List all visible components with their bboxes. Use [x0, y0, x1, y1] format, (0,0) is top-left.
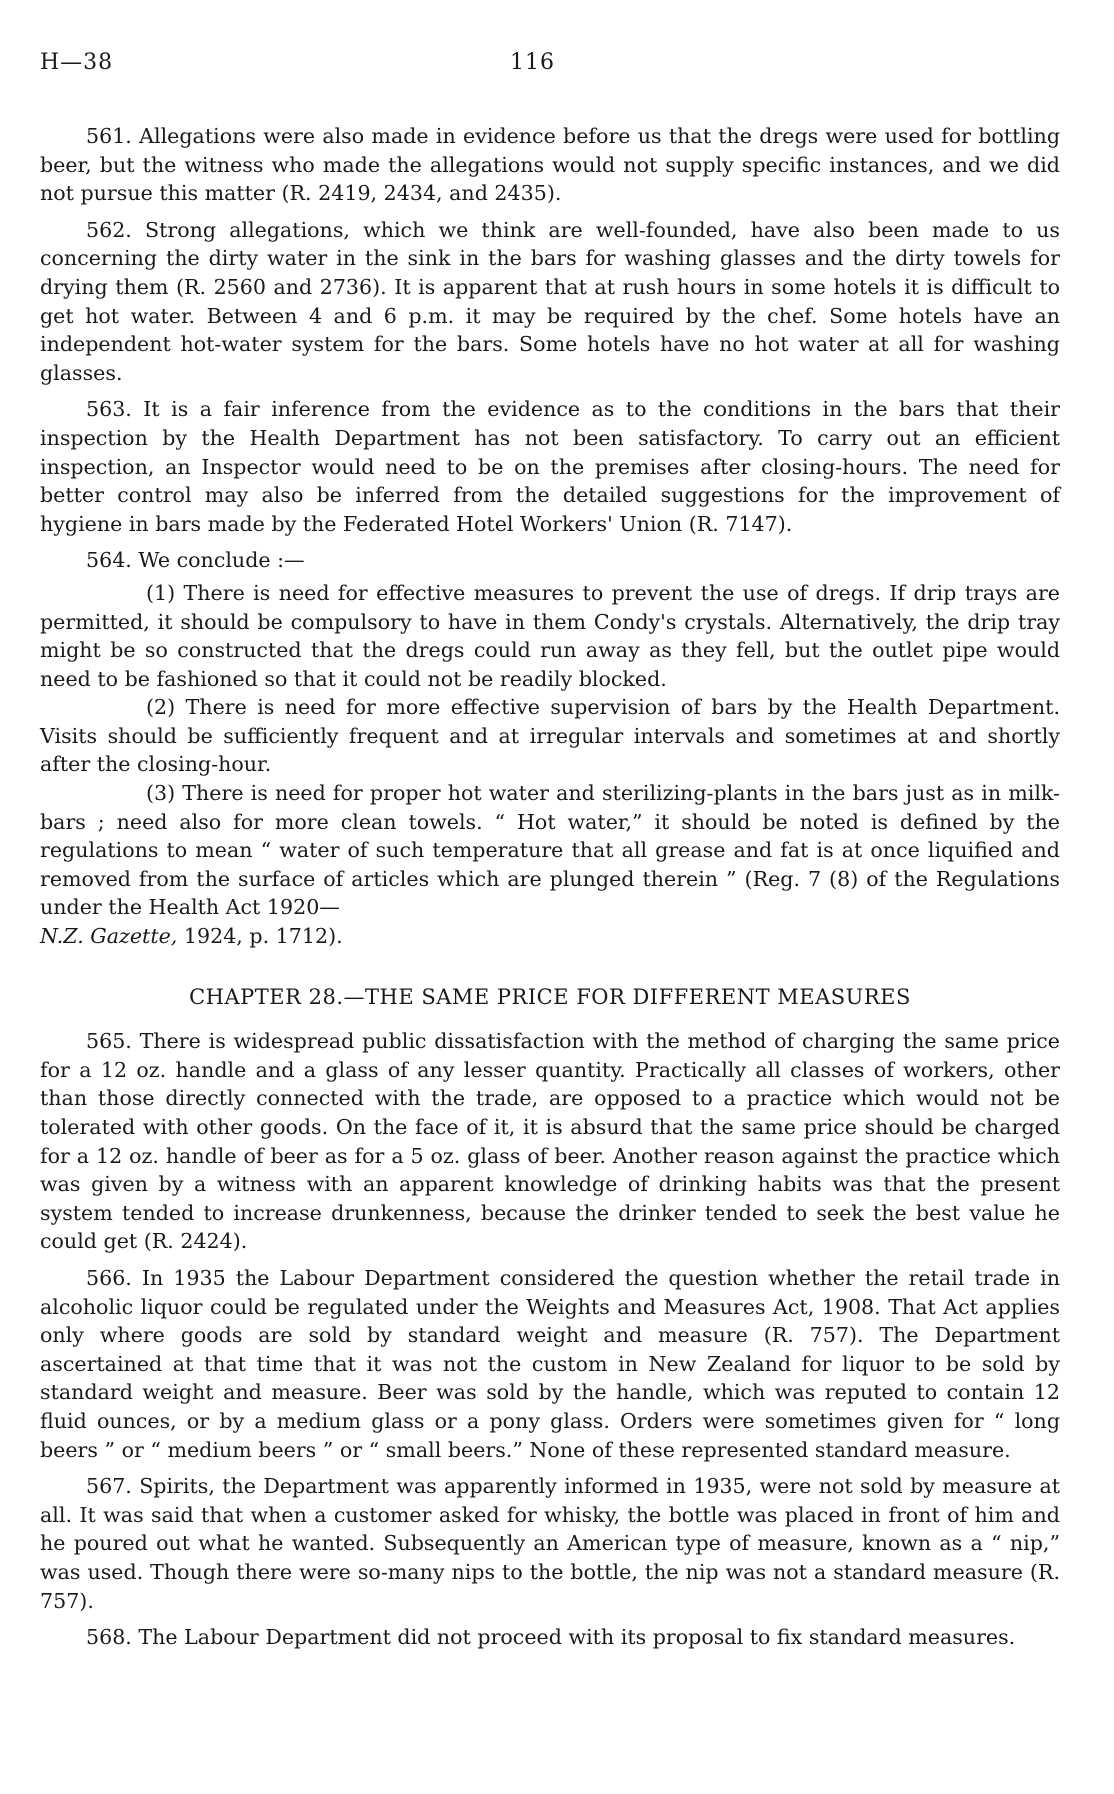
- conclusion-item-3: [40, 779, 1060, 951]
- chapter-heading: CHAPTER 28.—THE SAME PRICE FOR DIFFERENT MEASURES: [189, 984, 911, 1009]
- body-text: [40, 122, 1060, 1652]
- paragraph-566: 566. In 1935 the Labour Department considered the question whether the retail trade in alcoholic liquor could be regulated under the Weights and Measures Act, 1908. That Act applies only where goods are sold by standard weight and measure (R. 757). The Department ascertained at that time that it was not the custom in New Zealand for liquor to be sold by standard weight and measure. Beer was sold by the handle, which was reputed to contain 12 fluid ounces, or by a medium glass or a pony glass. Orders were sometimes given for “ long beers ” or “ medium beers ” or “ small beers.” None of these represented standard measure.: [40, 1265, 1060, 1462]
- paragraph-564: 564. We conclude :—: [86, 548, 305, 573]
- paragraph-563: 563. It is a fair inference from the evidence as to the conditions in the bars that their inspection by the Health Department has not been satisfactory. To carry out an efficient inspection, an Inspector would need to be on the premises after closing-hours. The need for better control may also be inferred from the detailed suggestions for the improvement of hygiene in bars made by the Federated Hotel Workers' Union (R. 7147).: [40, 397, 1060, 536]
- conclusion-item-3-text: (3) There is need for proper hot water and sterilizing-plants in the bars just as in milk-bars ; need also for more clean towels. “ Hot water,” it should be noted is defined by the regulations to mean “ water of such temperature that all grease and fat is at once liquified and removed from the surface of articles which are plunged therein ” (Reg. 7 (8) of the Regulations under the Health Act 1920—: [40, 781, 1060, 920]
- paragraph-562: 562. Strong allegations, which we think are well-founded, have also been made to us concerning the dirty water in the sink in the bars for washing glasses and the dirty towels for drying them (R. 2560 and 2736). It is apparent that at rush hours in some hotels it is difficult to get hot water. Between 4 and 6 p.m. it may be required by the chef. Some hotels have an independent hot-water system for the bars. Some hotels have no hot water at all for washing glasses.: [40, 217, 1060, 385]
- paragraph-565: 565. There is widespread public dissatisfaction with the method of charging the same price for a 12 oz. handle and a glass of any lesser quantity. Practically all classes of workers, other than those directly connected with the trade, are opposed to a practice which would not be tolerated with other goods. On the face of it, it is absurd that the same price should be charged for a 12 oz. handle of beer as for a 5 oz. glass of beer. Another reason against the practice which was given by a witness with an apparent knowledge of drinking habits was that the present system tended to increase drunkenness, because the drinker tended to seek the best value he could get (R. 2424).: [40, 1029, 1060, 1254]
- paragraph-567: 567. Spirits, the Department was apparently informed in 1935, were not sold by measure at all. It was said that when a customer asked for whisky, the bottle was placed in front of him and he poured out what he wanted. Subsequently an American type of measure, known as a “ nip,” was used. Though there were so-many nips to the bottle, the nip was not a standard measure (R. 757).: [40, 1474, 1060, 1613]
- gazette-citation: N.Z. Gazette,: [40, 924, 178, 949]
- paragraph-561: 561. Allegations were also made in evidence before us that the dregs were used for bottling beer, but the witness who made the allegations would not supply specific instances, and we did not pursue this matter (R. 2419, 2434, and 2435).: [40, 124, 1060, 206]
- conclusion-item-1: (1) There is need for effective measures to prevent the use of dregs. If drip trays are permitted, it should be compulsory to have in them Condy's crystals. Alternatively, the drip tray might be so constructed that the dregs could run away as they fell, but the outlet pipe would need to be fashioned so that it could not be readily blocked.: [40, 580, 1060, 691]
- document-reference: H—38: [40, 50, 114, 75]
- gazette-citation-tail: 1924, p. 1712).: [177, 924, 343, 949]
- conclusion-item-2: (2) There is need for more effective supervision of bars by the Health Department. Visits should be sufficiently frequent and at irregular intervals and sometimes at and shortly after the closing-hour.: [40, 695, 1060, 777]
- page-number: 116: [510, 50, 555, 75]
- document-page: [40, 50, 1060, 1660]
- page-header: [40, 50, 1060, 90]
- paragraph-568: 568. The Labour Department did not proceed with its proposal to fix standard measures.: [86, 1625, 1016, 1650]
